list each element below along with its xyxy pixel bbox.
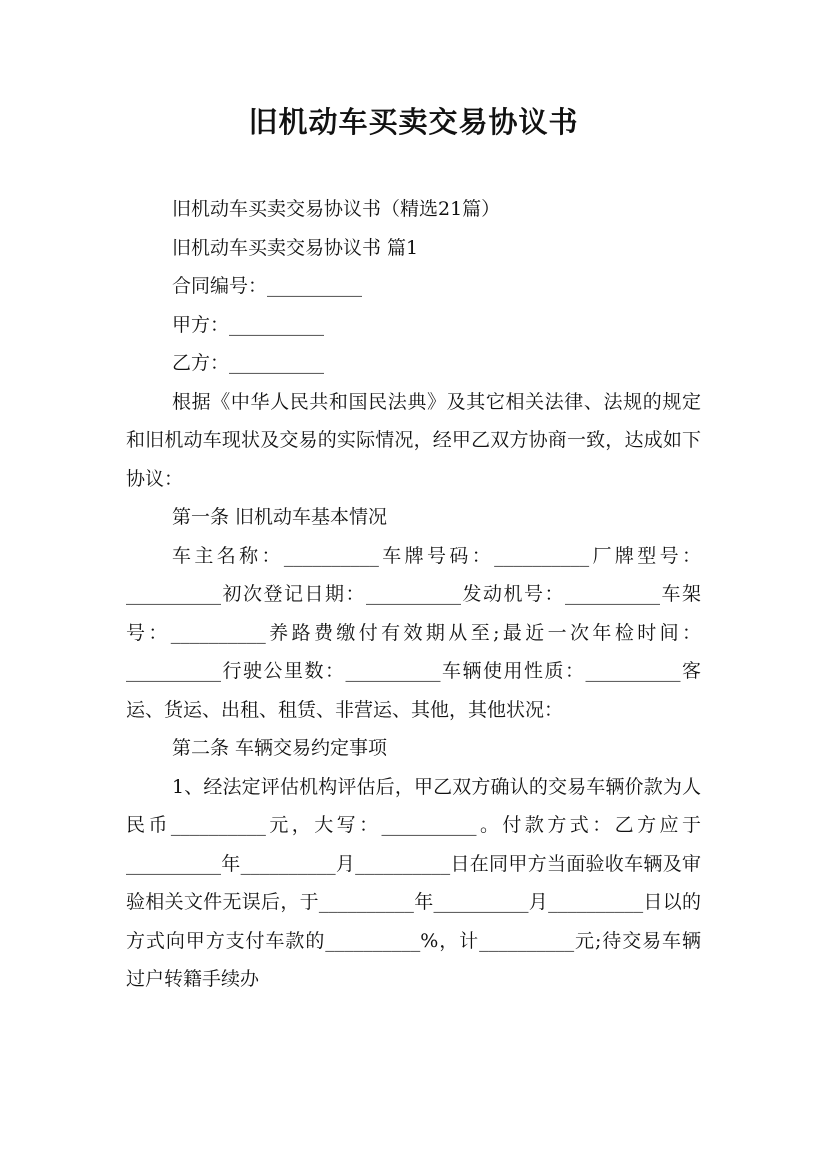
party-b-line: 乙方：__________: [172, 352, 325, 374]
party-a-line: 甲方：__________: [172, 313, 325, 336]
vehicle-info-paragraph: 车主名称：__________车牌号码：__________厂牌型号：__________初次登记日期：__________发动机号：__________车架号：__________养路费缴付有效期从至;最近一次年检时间：__________行驶公里数：__________车辆使用性质：__________客运、货运、出租、租赁、非营运、其他，其他状况：: [126, 544, 701, 721]
article-2-heading: 第二条 车辆交易约定事项: [172, 737, 388, 759]
section-heading-paragraph: 旧机动车买卖交易协议书 篇1: [172, 236, 419, 259]
contract-number-line: 合同编号：__________: [172, 275, 363, 297]
subtitle-paragraph: 旧机动车买卖交易协议书（精选21篇）: [172, 198, 501, 220]
payment-terms-paragraph: 1、经法定评估机构评估后，甲乙双方确认的交易车辆价款为人民币__________元，大写：__________。付款方式：乙方应于__________年__________月__________日在同甲方当面验收车辆及审验相关文件无误后，于__________年__________月__________日以的方式向甲方支付车款的__________%，计__________元;待交易车辆过户转籍手续办: [126, 775, 701, 990]
document-title: 旧机动车买卖交易协议书: [248, 105, 579, 139]
article-1-heading: 第一条 旧机动车基本情况: [172, 506, 388, 528]
preamble-paragraph: 根据《中华人民共和国民法典》及其它相关法律、法规的规定和旧机动车现状及交易的实际情况，经甲乙双方协商一致，达成如下协议：: [126, 390, 701, 490]
document-body: [126, 190, 701, 999]
